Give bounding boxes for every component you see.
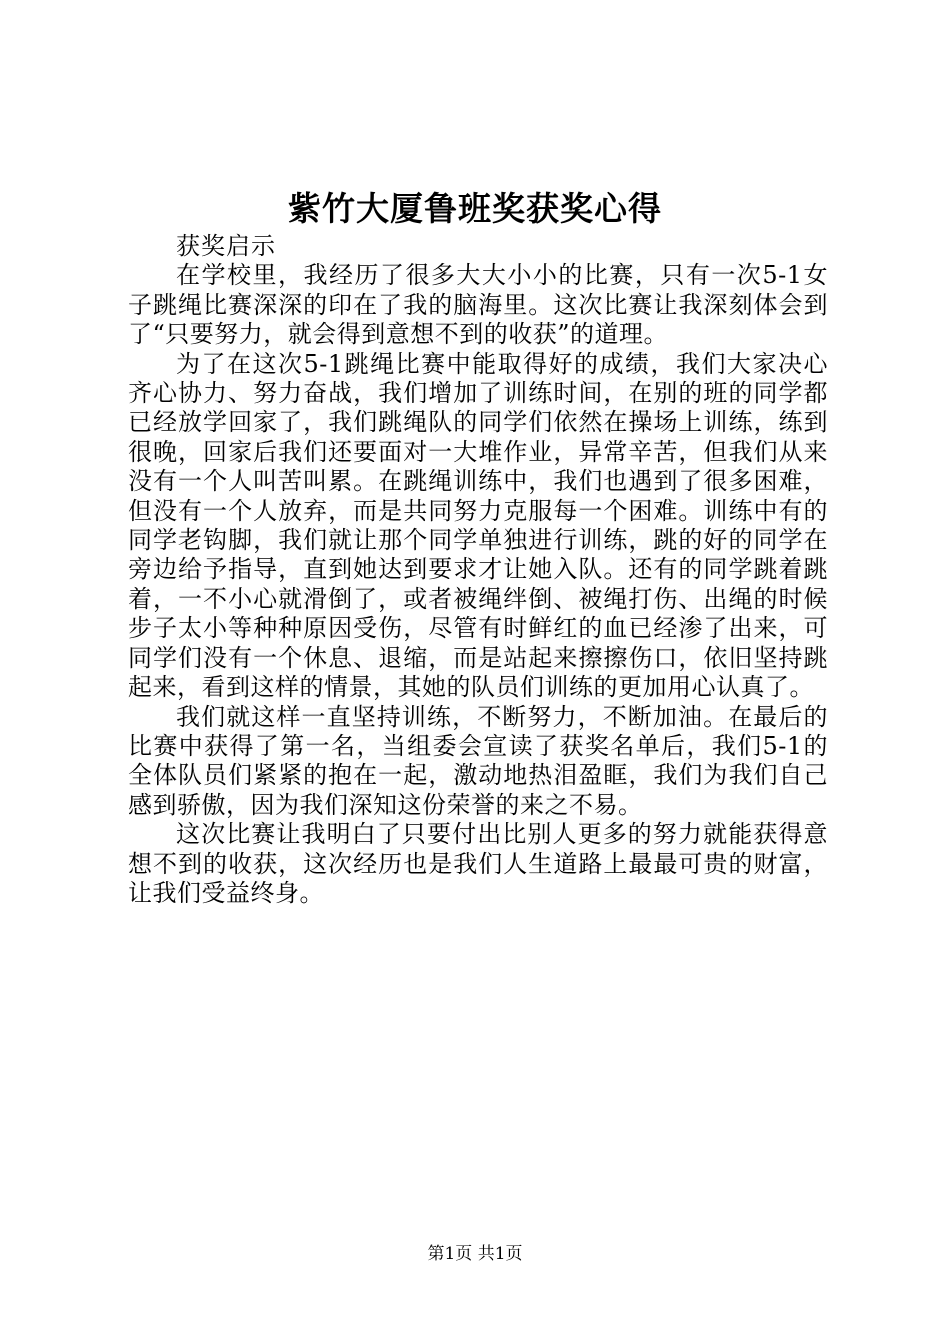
paragraph-3: 我们就这样一直坚持训练，不断努力，不断加油。在最后的比赛中获得了第一名，当组委会宣读了获奖名单后，我们5-1的全体队员们紧紧的抱在一起，激动地热泪盈眶，我们为我们自己感到骄傲，因为我们深知这份荣誉的来之不易。 (128, 702, 828, 819)
document-body (128, 232, 828, 908)
page-number-footer: 第1页 共1页 (427, 1244, 523, 1264)
document-title: 紫竹大厦鲁班奖获奖心得 (288, 189, 662, 228)
paragraph-4: 这次比赛让我明白了只要付出比别人更多的努力就能获得意想不到的收获，这次经历也是我们人生道路上最最可贵的财富，让我们受益终身。 (128, 820, 828, 907)
paragraph-2: 为了在这次5-1跳绳比赛中能取得好的成绩，我们大家决心齐心协力、努力奋战，我们增加了训练时间，在别的班的同学都已经放学回家了，我们跳绳队的同学们依然在操场上训练，练到很晚，回家后我们还要面对一大堆作业，异常辛苦，但我们从来没有一个人叫苦叫累。在跳绳训练中，我们也遇到了很多困难，但没有一个人放弃，而是共同努力克服每一个困难。训练中有的同学老钩脚，我们就让那个同学单独进行训练，跳的好的同学在旁边给予指导，直到她达到要求才让她入队。还有的同学跳着跳着，一不小心就滑倒了，或者被绳绊倒、被绳打伤、出绳的时候步子太小等种种原因受伤，尽管有时鲜红的血已经渗了出来，可同学们没有一个休息、退缩，而是站起来擦擦伤口，依旧坚持跳起来，看到这样的情景，其她的队员们训练的更加用心认真了。 (128, 349, 828, 702)
paragraph-1: 在学校里，我经历了很多大大小小的比赛，只有一次5-1女子跳绳比赛深深的印在了我的脑海里。这次比赛让我深刻体会到了“只要努力，就会得到意想不到的收获”的道理。 (128, 261, 828, 349)
section-heading: 获奖启示 (176, 232, 276, 260)
